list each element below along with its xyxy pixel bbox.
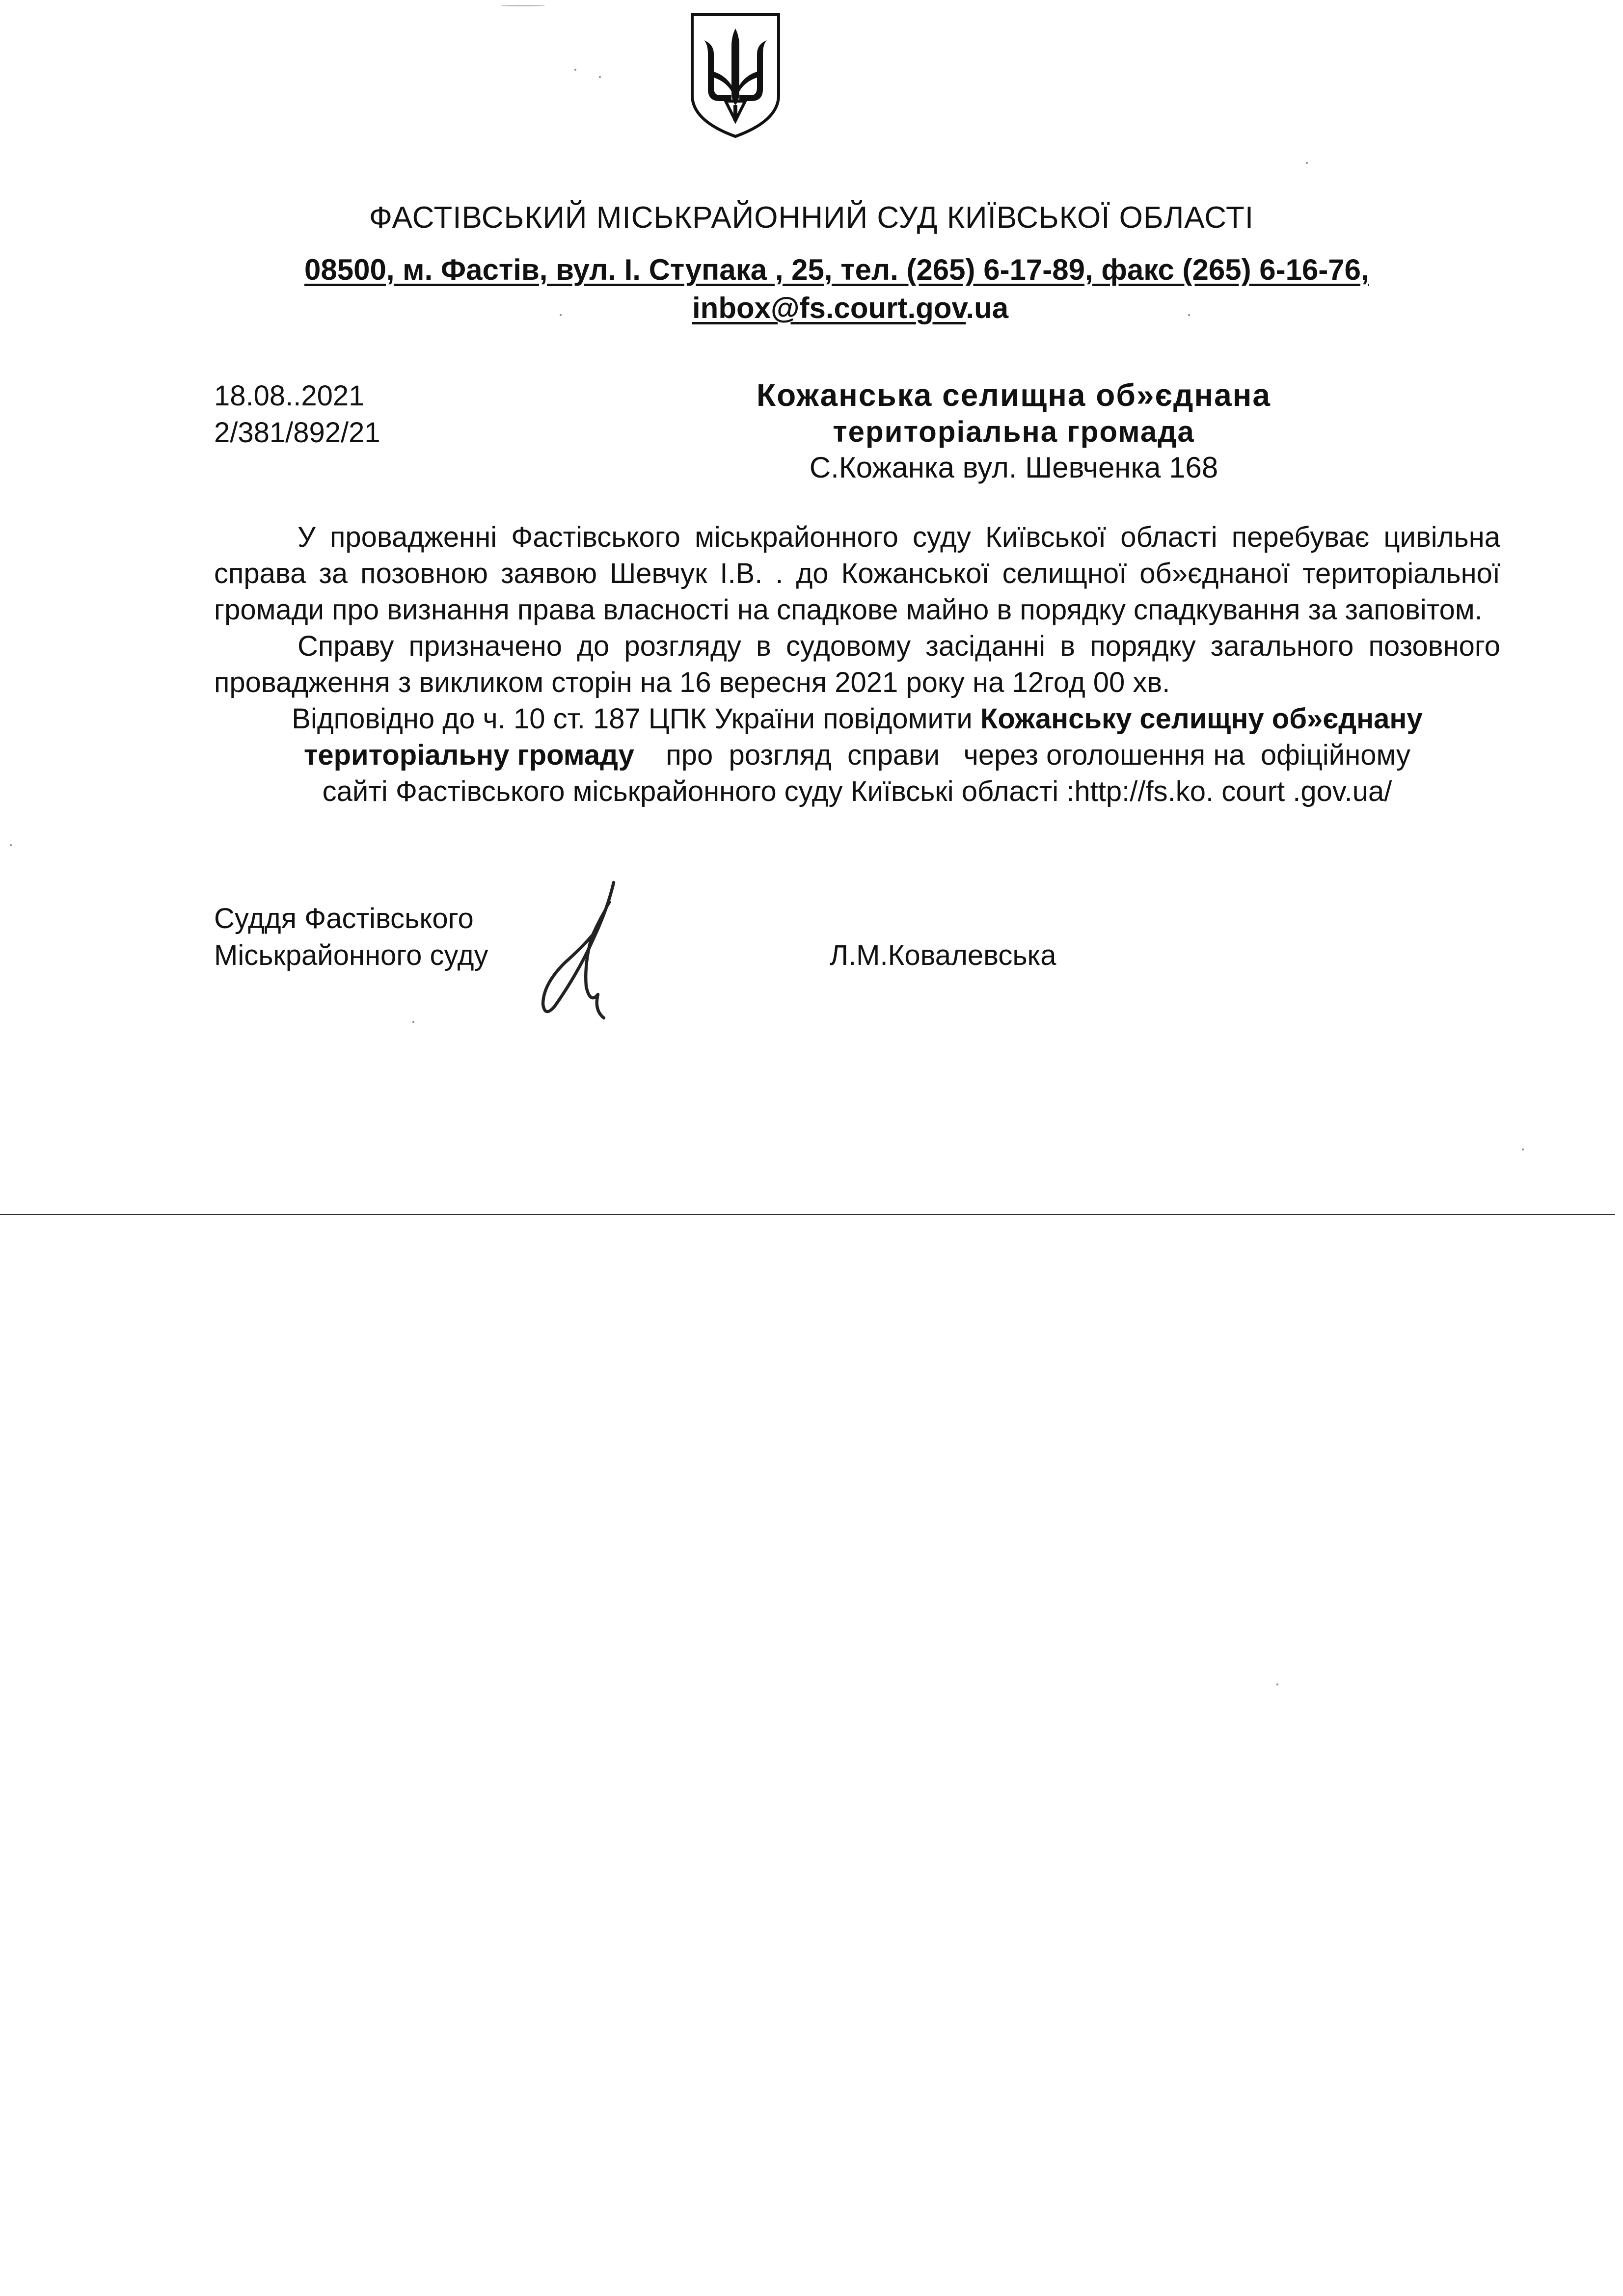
notice-text-start: Відповідно до ч. 10 ст. 187 ЦПК України повідомити xyxy=(292,703,980,735)
letter-body xyxy=(214,519,1500,810)
scan-speck xyxy=(1276,1683,1278,1685)
scan-speck xyxy=(574,69,576,71)
judge-name: Л.М.Ковалевська xyxy=(830,939,1056,971)
scan-speck xyxy=(1306,162,1308,164)
scan-speck xyxy=(10,844,12,846)
scan-speck xyxy=(1188,314,1190,316)
court-email-suffix: .ua xyxy=(966,292,1009,324)
body-paragraph-1: У провадженні Фастівського міськрайонного суду Київської області перебуває цивільна справа за позовною заявою Шевчук І.В. . до Кожанської селищної об»єднаної територіальної громади про визнання права власності на спадкове майно в порядку спадкування за заповітом. xyxy=(214,521,1500,626)
scan-speck xyxy=(412,1021,414,1023)
recipient-address: С.Кожанка вул. Шевченка 168 xyxy=(809,451,1218,484)
scan-speck xyxy=(1522,1148,1524,1150)
scan-speck xyxy=(560,314,562,316)
signer-role-line-2: Міськрайонного суду xyxy=(214,939,488,971)
coat-of-arms-icon xyxy=(686,11,784,139)
case-number: 2/381/892/21 xyxy=(214,417,380,449)
notice-text-end: сайті Фастівського міськрайонного суду Київські області :http://fs.ko. court .gov.ua/ xyxy=(322,775,1392,807)
court-name: ФАСТІВСЬКИЙ МІСЬКРАЙОННИЙ СУД КИЇВСЬКОЇ ОБЛАСТІ xyxy=(369,201,1254,235)
scan-speck xyxy=(501,5,545,6)
notice-recipient-bold-1: Кожанську селищну об»єднану xyxy=(980,703,1423,735)
court-address: 08500, м. Фастів, вул. І. Ступака , 25, тел. (265) 6-17-89, факс (265) 6-16-76, xyxy=(304,253,1369,286)
body-paragraph-3 xyxy=(214,701,1500,810)
letter-date: 18.08..2021 xyxy=(214,380,365,412)
recipient-line-2: територіальна громада xyxy=(833,415,1195,448)
notice-recipient-bold-2: територіальну громаду xyxy=(303,739,634,771)
recipient-line-1: Кожанська селищна об»єднана xyxy=(757,377,1271,413)
court-email-underlined: inbox@fs.court.gov xyxy=(692,292,966,324)
body-paragraph-2: Справу призначено до розгляду в судовому засіданні в порядку загального позовного провадження з викликом сторін на 16 вересня 2021 року на 12год 00 хв. xyxy=(214,630,1500,698)
signer-role-line-1: Суддя Фастівського xyxy=(214,903,474,934)
notice-text-mid: про розгляд справи через оголошення на офіційному xyxy=(634,739,1411,771)
handwritten-signature xyxy=(535,879,633,1021)
scan-speck xyxy=(599,76,601,78)
court-email xyxy=(692,291,1008,325)
page-divider xyxy=(0,1214,1615,1215)
